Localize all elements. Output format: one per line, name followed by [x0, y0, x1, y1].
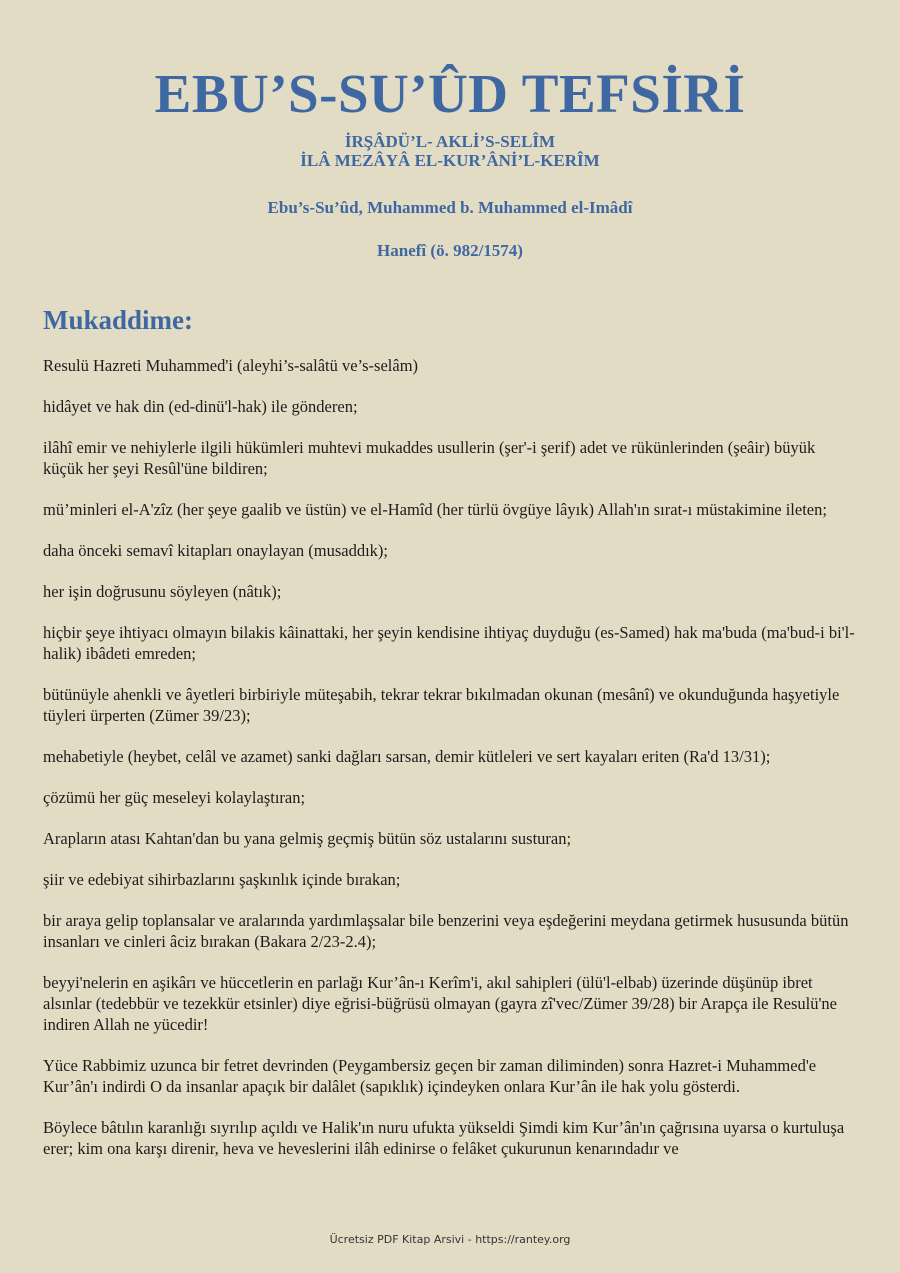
author-line: Ebu’s-Su’ûd, Muhammed b. Muhammed el-Imâdî [267, 198, 633, 217]
paragraph: çözümü her güç meseleyi kolaylaştıran; [43, 788, 306, 807]
book-title: EBU’S-SU’ÛD TEFSİRİ [154, 63, 746, 124]
footer-text: Ücretsiz PDF Kitap Arsivi - https://rantey.org [329, 1233, 571, 1246]
paragraph: hidâyet ve hak din (ed-dinü'l-hak) ile gönderen; [43, 397, 358, 416]
paragraph: mehabetiyle (heybet, celâl ve azamet) sanki dağları sarsan, demir kütleleri ve sert kayaları eriten (Ra'd 13/31); [43, 747, 771, 766]
paragraph: beyyi'nelerin en aşikârı ve hüccetlerin en parlağı Kur’ân-ı Kerîm'i, akıl sahipleri (ülü'l-elbab) üzerinde düşünüp ibret alsınlar (tedebbür ve tezekkür etsinler) diye eğrisi-büğrüsü olmayan (gayra zî'vec/Zümer 39/28) bir Arapça ile Resulü'ne indiren Allah ne yücedir! [43, 973, 837, 1034]
paragraph-list [43, 355, 857, 1159]
paragraph: daha önceki semavî kitapları onaylayan (musaddık); [43, 541, 389, 560]
paragraph: mü’minleri el-A'zîz (her şeye gaalib ve üstün) ve el-Hamîd (her türlü övgüye lâyık) Allah'ın sırat-ı müstakimine ileten; [43, 500, 827, 519]
paragraph: her işin doğrusunu söyleyen (nâtık); [43, 582, 282, 601]
paragraph: Arapların atası Kahtan'dan bu yana gelmiş geçmiş bütün söz ustalarını susturan; [43, 829, 572, 848]
book-subtitle-line1: İRŞÂDÜ’L- AKLİ’S-SELÎM [344, 132, 556, 151]
section-heading: Mukaddime: [43, 305, 194, 335]
paragraph: şiir ve edebiyat sihirbazlarını şaşkınlık içinde bırakan; [43, 870, 401, 889]
paragraph: bütünüyle ahenkli ve âyetleri birbiriyle müteşabih, tekrar tekrar bıkılmadan okunan (mesânî) ve okunduğunda haşyetiyle tüyleri ürperten (Zümer 39/23); [43, 685, 840, 725]
paragraph: ilâhî emir ve nehiylerle ilgili hükümleri muhtevi mukaddes usullerin (şer'-i şerif) adet ve rükünlerinden (şeâir) büyük küçük her şeyi Resûl'üne bildiren; [43, 438, 816, 478]
author-mezhep-line: Hanefî (ö. 982/1574) [377, 241, 523, 260]
paragraph: bir araya gelip toplansalar ve aralarında yardımlaşsalar bile benzerini veya eşdeğerini meydana getirmek hususunda bütün insanları ve cinleri âciz bırakan (Bakara 2/23-2.4); [43, 911, 849, 951]
paragraph: Yüce Rabbimiz uzunca bir fetret devrinden (Peygambersiz geçen bir zaman diliminden) sonra Hazret-i Muhammed'e Kur’ân'ı indirdi O da insanlar apaçık bir dalâlet (sapıklık) içindeyken onlara Kur’ân ile hak yolu gösterdi. [43, 1056, 817, 1096]
paragraph: hiçbir şeye ihtiyacı olmayın bilakis kâinattaki, her şeyin kendisine ihtiyaç duyduğu (es-Samed) hak ma'buda (ma'bud-i bi'l-halik) ibâdeti emreden; [43, 623, 855, 663]
paragraph: Böylece bâtılın karanlığı sıyrılıp açıldı ve Halik'ın nuru ufukta yükseldi Şimdi kim Kur’ân'ın çağrısına uyarsa o kurtuluşa erer; kim ona karşı direnir, heva ve heveslerini ilâh edinirse o felâket çukurunun kenarındadır ve [43, 1118, 845, 1158]
book-subtitle-line2: İLÂ MEZÂYÂ EL-KUR’ÂNİ’L-KERÎM [300, 151, 600, 170]
paragraph: Resulü Hazreti Muhammed'i (aleyhi’s-salâtü ve’s-selâm) [43, 356, 419, 375]
